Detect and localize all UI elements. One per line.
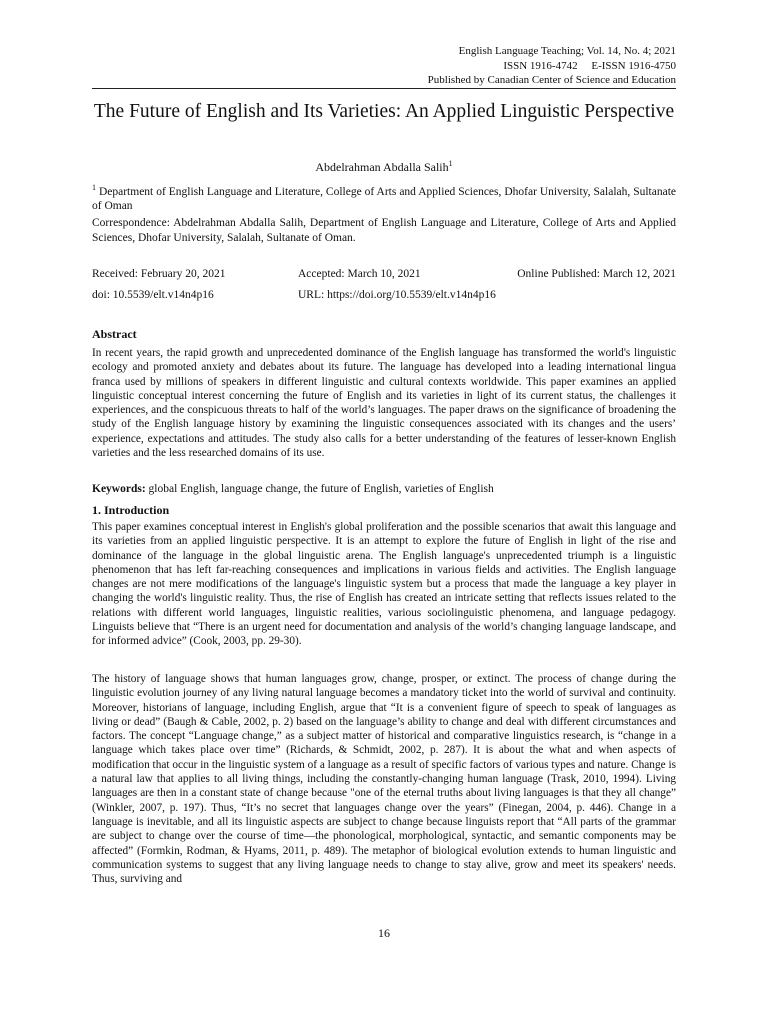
publisher-line: Published by Canadian Center of Science and Education	[427, 74, 676, 86]
accepted-date: Accepted: March 10, 2021	[298, 268, 421, 280]
abstract-text: In recent years, the rapid growth and unprecedented dominance of the English language has transformed the world's linguistic ecology and promoted anxiety and debates about its future. The language has developed into a leading international lingua franca used by millions of speakers in different linguistic and cultural contexts worldwide. This paper examines an applied linguistic conceptual interest concerning the future of English and its varieties in light of its current status, the challenges it experiences, and the conspicuous threats to half of the world’s languages. The paper draws on the significance of broadening the study of the English language history by examining the linguistic consequences associated with its changes and the users’ experience, expectations and attitudes. The study also calls for a better understanding of the features of lesser-known English varieties and the less researched domains of its use.	[92, 347, 676, 460]
doi-text: doi: 10.5539/elt.v14n4p16	[92, 289, 214, 301]
url-link[interactable]: URL: https://doi.org/10.5539/elt.v14n4p16	[298, 289, 496, 301]
journal-line: English Language Teaching; Vol. 14, No. 4; 2021	[458, 45, 676, 57]
introduction-paragraph-2: The history of language shows that human languages grow, change, prosper, or extinct. The process of change during the linguistic evolution journey of any living natural language becomes a mandatory ticket into the world of survival and continuity. Moreover, historians of language, including English, argue that “It is a convenient figure of speech to speak of languages as living or dead” (Baugh & Cable, 2002, p. 2) based on the language’s ability to change and deal with different circumstances and factors. The concept “Language change,” as a subject matter of historical and comparative linguistics research, is “change in a language which takes place over time” (Richards, & Schmidt, 2002, p. 287). It is about the what and when aspects of modification that occur in the linguistic system of a language as a result of specific factors of various types and nature. Change is a natural law that applies to all living things, including the constantly-changing human language (Trask, 2010, 1994). Living languages are then in a constant state of change because "one of the eternal truths about living languages is that they all change” (Winkler, 2007, p. 197). Thus, “It’s no secret that languages change over the years” (Finegan, 2004, p. 446). Change in a language is inevitable, and all its linguistic aspects are subject to change because linguists report that “All parts of the grammar are subject to change over the course of time—the phonological, morphological, syntactic, and semantic components may be affected” (Formkin, Rodman, & Hyams, 2011, p. 489). The metaphor of biological evolution extends to human linguistic and communication systems to suggest that any living language needs to change to stay alive, grow and meet its speakers' needs. Thus, surviving and	[92, 673, 676, 886]
keywords	[92, 483, 676, 495]
abstract-heading: Abstract	[92, 327, 137, 341]
keywords-label: Keywords:	[92, 483, 146, 495]
affiliation-sup: 1	[92, 183, 96, 192]
paper-title: The Future of English and Its Varieties: An Applied Linguistic Perspective	[93, 101, 675, 122]
author-name: Abdelrahman Abdalla Salih	[315, 160, 449, 174]
affiliation-text: Department of English Language and Literature, College of Arts and Applied Sciences, Dhofar University, Salalah, Sultanate of Oman	[92, 185, 676, 213]
header-rule	[92, 88, 676, 89]
affiliation	[92, 181, 676, 214]
keywords-text: global English, language change, the future of English, varieties of English	[145, 483, 494, 495]
author-sup: 1	[448, 159, 453, 168]
published-date: Online Published: March 12, 2021	[517, 268, 676, 280]
received-date: Received: February 20, 2021	[92, 268, 226, 280]
introduction-paragraph-1: This paper examines conceptual interest in English's global proliferation and the possible scenarios that await this language and its varieties from an applied linguistic perspective. It is an attempt to explore the future of English in light of the rise and dominance of the language in the global linguistic arena. The English language's unprecedented triumph is a linguistic phenomenon that has left far-reaching consequences and implications in various fields and activities. The English language changes are not mere modifications of the language's linguistic system but a process that made the language a key player in changing the world's linguistic reality. Thus, the rise of English has created an intricate setting that reflects issues related to the relations with different world languages, linguistic realities, various sociolinguistic phenomena, and language pedagogy. Linguists believe that “There is an urgent need for documentation and analysis of the world’s changing language landscape, and for informed advice” (Cook, 2003, pp. 29-30).	[92, 521, 676, 648]
correspondence: Correspondence: Abdelrahman Abdalla Salih, Department of English Language and Literature, College of Arts and Applied Sciences, Dhofar University, Salalah, Sultanate of Oman.	[92, 217, 676, 244]
introduction-heading: 1. Introduction	[92, 503, 170, 517]
journal-header	[428, 44, 676, 88]
issn-line: ISSN 1916-4742 E-ISSN 1916-4750	[503, 59, 676, 72]
page-number: 16	[378, 926, 390, 940]
author-line	[92, 159, 676, 175]
